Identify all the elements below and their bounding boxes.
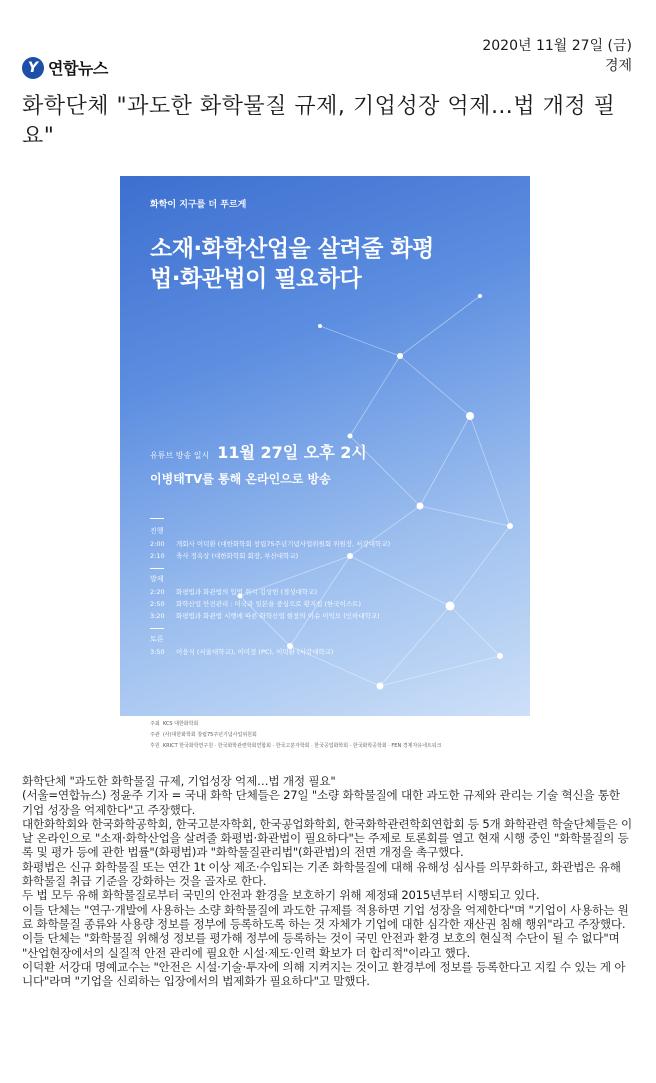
body-paragraph: 이들 단체는 "연구·개발에 사용하는 소량 화학물질에 과도한 규제를 적용하면 기업 성장을 억제한다"며 "기업이 사용하는 원료 화학물질 종류와 사용량 정보를 정부에 등록하도록 하는 것 자체가 기업에 대한 심각한 재산권 침해 행위"라고 주장했다. [22, 902, 629, 931]
program-text: 개회사 이덕환 (대한화학회 창립75주년기념사업위원회 위원장, 서강대학교) [176, 540, 391, 548]
yonhap-logo-text: 연합뉴스 [48, 59, 108, 78]
organizer-name: (사)대한화학회 창립75주년기념사업위원회 [162, 732, 257, 738]
article-date: 2020년 11월 27일 (금) [482, 38, 632, 54]
poster-sponsor-strip [120, 716, 530, 754]
program-row [150, 539, 390, 548]
body-paragraph: (서울=연합뉴스) 정윤주 기자 = 국내 화학 단체들은 27일 "소량 화학물질에 대한 과도한 규제와 관리는 기술 혁신을 통한 기업 성장을 억제한다"고 주장했다. [22, 788, 620, 817]
poster-broadcast-time [150, 440, 367, 463]
host-name: KCS 대한화학회 [162, 721, 199, 727]
program-row [150, 587, 317, 596]
program-time: 3:20 [150, 612, 165, 620]
program-text: 화학산업 안전관리 : 미국과 일본을 중심으로 황지섭 (한국이스트) [176, 600, 361, 608]
program-row [150, 551, 298, 560]
poster-divider [150, 518, 164, 519]
body-paragraph: 화평법은 신규 화학물질 또는 연간 1t 이상 제조·수입되는 기존 화학물질에 대해 유해성 심사를 의무화하고, 화관법은 유해 화학물질 취급 기준을 강화하는 것을 골자로 한다. [22, 859, 621, 889]
article-dateline [482, 36, 632, 76]
program-row [150, 611, 380, 620]
program-row [150, 599, 361, 608]
program-text: 화평법과 화관법의 입법 취지 김상헌 (경성대학교) [176, 588, 317, 596]
poster-headline: 소재·화학산업을 살려줄 화평법·화관법이 필요하다 [150, 236, 434, 292]
body-paragraph: 이들 단체는 "화학물질 위해성 정보를 평가해 정부에 등록하는 것이 국민 안전과 환경 보호의 현실적 수단이 될 수 없다"며 "산업현장에서의 실질적 안전 관리에 필요한 시설·제도·인력 확보가 더 합리적"이라고 했다. [22, 931, 620, 960]
program-time: 2:50 [150, 600, 165, 608]
body-paragraph: 두 법 모두 유해 화학물질로부터 국민의 안전과 환경을 보호하기 위해 제정돼 2015년부터 시행되고 있다. [22, 888, 540, 903]
yonhap-logo-icon: Y [22, 57, 44, 79]
program-text: 축사 정옥상 (대한화학회 회장, 부산대학교) [176, 552, 299, 560]
poster-slogan: 화학이 지구를 더 푸르게 [150, 200, 247, 210]
article-section: 경제 [604, 58, 632, 74]
poster-divider [150, 628, 164, 629]
poster-divider [150, 568, 164, 569]
program-time: 3:50 [150, 648, 165, 656]
program-time: 2:00 [150, 540, 165, 548]
section-label-presentations: 발제 [150, 575, 164, 583]
yonhap-logo [22, 56, 108, 79]
broadcast-label: 유튜브 방송 일시 [150, 451, 210, 460]
poster-organizer: 주관 (사)대한화학회 창립75주년기념사업위원회 [150, 732, 257, 738]
body-paragraph: 이덕환 서강대 명예교수는 "안전은 시설·기술·투자에 의해 지켜지는 것이고 환경부에 정보를 등록한다고 지킬 수 있는 게 아니다"라며 "기업을 신뢰하는 입장에서의 법제화가 필요하다"고 말했다. [22, 959, 626, 989]
poster-host: 주최 KCS 대한화학회 [150, 721, 199, 727]
article-title: 화학단체 "과도한 화학물질 규제, 기업성장 억제…법 개정 필요" [22, 94, 616, 149]
article-body [22, 774, 634, 988]
section-label-opening: 진행 [150, 527, 164, 535]
body-paragraph: 대한화학회와 한국화학공학회, 한국고분자학회, 한국공업화학회, 한국화학관련학회연합회 등 5개 화학관련 학술단체들은 이날 온라인으로 "소재·화학산업을 살려줄 화평법·화관법이 필요하다"는 주제로 토론회를 열고 현재 시행 중인 "화학물질의 등록 및 평가 등에 관한 법률"(화평법)과 "화학물질관리법"(화관법)의 전면 개정을 촉구했다. [22, 816, 632, 860]
section-label-discussion: 토론 [150, 635, 164, 643]
sponsor-names: KRICT 한국화학연구원 · 한국화학관련학회연합회 · 한국고분자학회 · 한국공업화학회 · 한국화학공학회 · FEN 경제자유네트워크 [162, 743, 442, 749]
broadcast-time-value: 11월 27일 오후 2시 [217, 443, 367, 462]
event-poster [120, 176, 530, 754]
poster-sponsors: 후원 KRICT 한국화학연구원 · 한국화학관련학회연합회 · 한국고분자학회 · 한국공업화학회 · 한국화학공학회 · FEN 경제자유네트워크 [150, 743, 442, 749]
program-time: 2:20 [150, 588, 165, 596]
program-text: 이웅식 (서울대학교), 이미정 (PC), 이덕환 (서강대학교) [176, 648, 334, 656]
program-time: 2:10 [150, 552, 165, 560]
broadcast-channel: 이병태TV를 통해 온라인으로 방송 [150, 472, 331, 486]
program-text: 화평법과 화관법 시행에 따른 화학산업 현장의 이슈 이익모 (인하대학교) [176, 612, 380, 620]
body-paragraph: 화학단체 "과도한 화학물질 규제, 기업성장 억제…법 개정 필요" [22, 774, 336, 788]
program-row [150, 647, 333, 656]
